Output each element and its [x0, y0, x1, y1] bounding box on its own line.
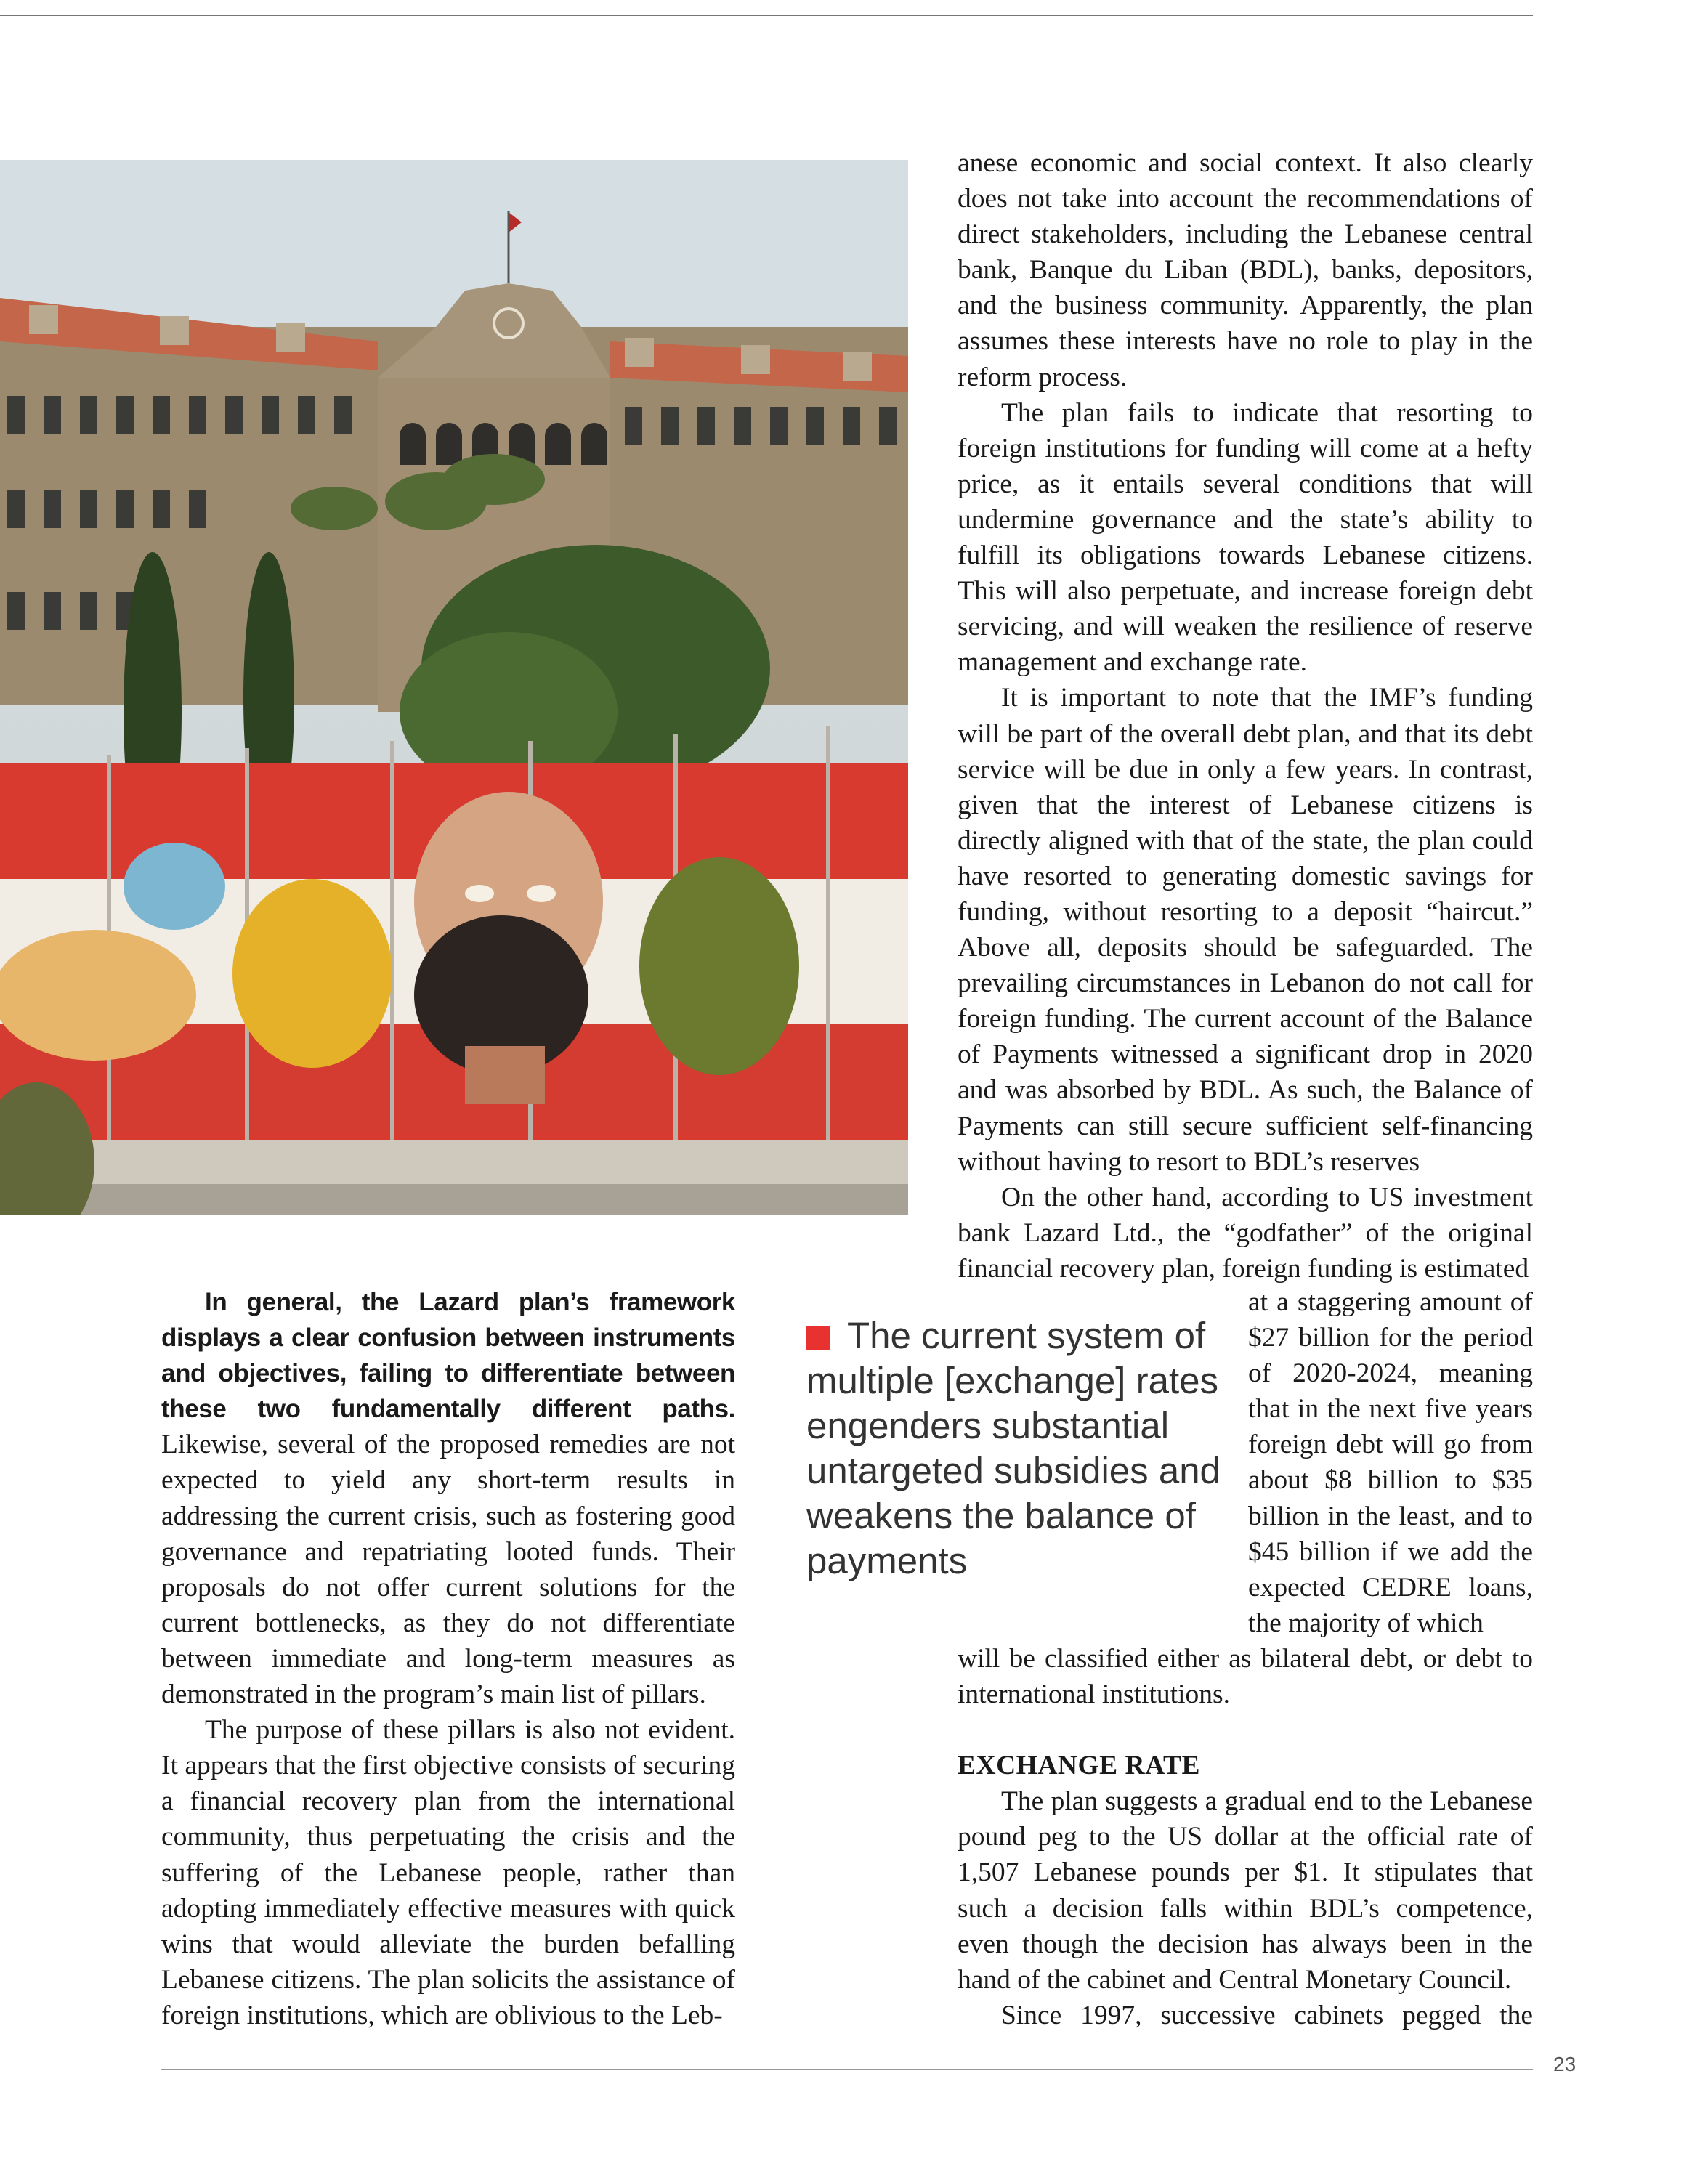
paragraph: anese economic and social context. It also clearly does not take into account the recommendations of direct stakeholders, including the Lebanese central bank, Banque du Liban (BDL), banks, depositors, and the business community. Apparently, the plan assumes these interests have no role to play in the reform process.: [958, 148, 1533, 392]
right-column: [958, 145, 1533, 1286]
lead-bold-text: In general, the Lazard plan’s framework displays a clear confusion between instruments and objectives, failing to differentiate between these two fundamentally different paths.: [161, 1288, 735, 1424]
right-narrow-column: [1248, 1284, 1533, 1641]
photo-icon: [0, 160, 908, 1215]
left-column: [161, 1284, 735, 2033]
paragraph: On the other hand, according to US investment bank Lazard Ltd., the “godfather” of the original financial recovery plan, foreign funding is estimated: [958, 1182, 1533, 1284]
bottom-rule: [161, 2069, 1533, 2070]
paragraph: The purpose of these pillars is also not evident. It appears that the first objective consists of securing a financial recovery plan from the international community, thus perpetuating the crisis and the suffering of the Lebanese people, rather than adopting immediately effective measures with quick wins that would alleviate the burden befalling Lebanese citizens. The plan solicits the assistance of foreign institutions, which are oblivious to the Leb-: [161, 1715, 735, 2030]
red-square-icon: [806, 1326, 830, 1350]
paragraph: Since 1997, successive cabinets pegged the: [1001, 2000, 1533, 2030]
paragraph: The plan suggests a gradual end to the Lebanese pound peg to the US dollar at the official rate of 1,507 Lebanese pounds per $1. It stipulates that such a decision falls within BDL’s competence, even though the decision has always been in the hand of the cabinet and Central Monetary Council.: [958, 1786, 1533, 1995]
lead-rest-text: Likewise, several of the proposed remedies are not expected to yield any short-term results in addressing the current crisis, such as fostering good governance and repatriating looted funds. Their proposals do not offer current solutions for the current bottlenecks, as they do not differentiate between immediate and long-term measures as demonstrated in the program’s main list of pillars.: [161, 1430, 735, 1710]
paragraph: will be classified either as bilateral debt, or debt to international institutions.: [958, 1644, 1533, 1710]
pull-quote: [806, 1313, 1228, 1584]
right-column-bottom: [958, 1641, 1533, 2033]
top-rule: [0, 15, 1533, 16]
photo: [0, 160, 908, 1215]
page-number: 23: [1553, 2053, 1577, 2075]
paragraph: at a staggering amount of $27 billion for the period of 2020-2024, meaning that in the next five years foreign debt will go from about $8 billion to $35 billion in the least, and to $45 billion if we add the expected CEDRE loans, the majority of which: [1248, 1287, 1533, 1638]
section-heading: EXCHANGE RATE: [958, 1751, 1200, 1781]
paragraph: The plan fails to indicate that resorting to foreign institutions for funding will come at a hefty price, as it entails several conditions that will undermine governance and the state’s ability to fulfill its obligations towards Lebanese citizens. This will also perpetuate, and increase foreign debt servicing, and will weaken the resilience of reserve management and exchange rate.: [958, 397, 1533, 678]
pull-quote-text: The current system of multiple [exchange] rates engenders substantial untargeted subsidies and weakens the balance of payments: [806, 1315, 1221, 1581]
paragraph: It is important to note that the IMF’s funding will be part of the overall debt plan, and that its debt service will be due in only a few years. In contrast, given that the interest of Lebanese citizens is directly aligned with that of the state, the plan could have resorted to generating domestic savings for funding, without resorting to a deposit “haircut.” Above all, deposits should be safeguarded. The prevailing circumstances in Lebanon do not call for foreign funding. The current account of the Balance of Payments witnessed a significant drop in 2020 and was absorbed by BDL. As such, the Balance of Payments can still secure sufficient self-financing without having to resort to BDL’s reserves: [958, 683, 1533, 1177]
paragraph: [161, 1284, 735, 1712]
